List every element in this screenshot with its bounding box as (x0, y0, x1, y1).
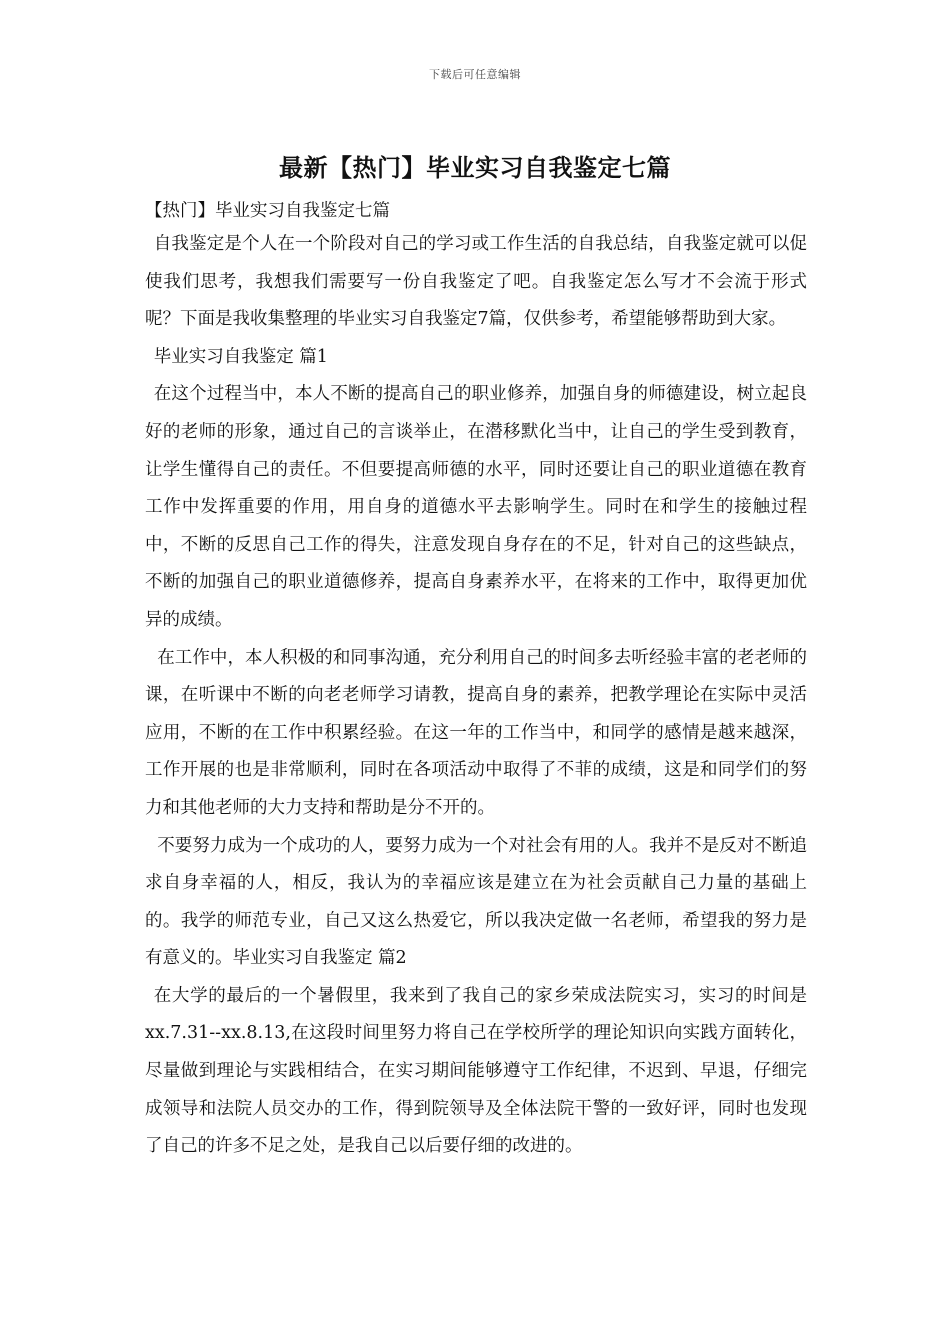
document-body (145, 196, 807, 1166)
body-paragraph: 在大学的最后的一个暑假里，我来到了我自己的家乡荣成法院实习，实习的时间是xx.7.31--xx.8.13,在这段时间里努力将自己在学校所学的理论知识向实践方面转化，尽量做到理论与实践相结合，在实习期间能够遵守工作纪律，不迟到、早退，仔细完成领导和法院人员交办的工作，得到院领导及全体法院干警的一致好评，同时也发现了自己的许多不足之处，是我自己以后要仔细的改进的。 (145, 985, 807, 1157)
header-note: 下载后可任意编辑 (429, 68, 521, 81)
section-heading: 毕业实习自我鉴定 篇1 (153, 346, 328, 367)
body-paragraph: 自我鉴定是个人在一个阶段对自己的学习或工作生活的自我总结，自我鉴定就可以促使我们思考，我想我们需要写一份自我鉴定了吧。自我鉴定怎么写才不会流于形式呢？下面是我收集整理的毕业实习自我鉴定7篇，仅供参考，希望能够帮助到大家。 (145, 234, 807, 330)
body-paragraph: 不要努力成为一个成功的人，要努力成为一个对社会有用的人。我并不是反对不断追求自身幸福的人，相反，我认为的幸福应该是建立在为社会贡献自己力量的基础上的。我学的师范专业，自己又这么热爱它，所以我决定做一名老师，希望我的努力是有意义的。毕业实习自我鉴定 篇2 (145, 835, 807, 969)
body-paragraph: 在工作中，本人积极的和同事沟通，充分利用自己的时间多去听经验丰富的老老师的课，在听课中不断的向老老师学习请教，提高自身的素养，把教学理论在实际中灵活应用，不断的在工作中积累经验。在这一年的工作当中，和同学的感情是越来越深，工作开展的也是非常顺利，同时在各项活动中取得了不菲的成绩，这是和同学们的努力和其他老师的大力支持和帮助是分不开的。 (145, 647, 807, 818)
document-title: 最新【热门】毕业实习自我鉴定七篇 (279, 153, 671, 182)
body-paragraph: 在这个过程当中，本人不断的提高自己的职业修养，加强自身的师德建设，树立起良好的老师的形象，通过自己的言谈举止，在潜移默化当中，让自己的学生受到教育，让学生懂得自己的责任。不但要提高师德的水平，同时还要让自己的职业道德在教育工作中发挥重要的作用，用自身的道德水平去影响学生。同时在和学生的接触过程中，不断的反思自己工作的得失，注意发现自身存在的不足，针对自己的这些缺点，不断的加强自己的职业道德修养，提高自身素养水平，在将来的工作中，取得更加优异的成绩。 (145, 384, 807, 630)
document-subtitle: 【热门】毕业实习自我鉴定七篇 (145, 201, 390, 221)
